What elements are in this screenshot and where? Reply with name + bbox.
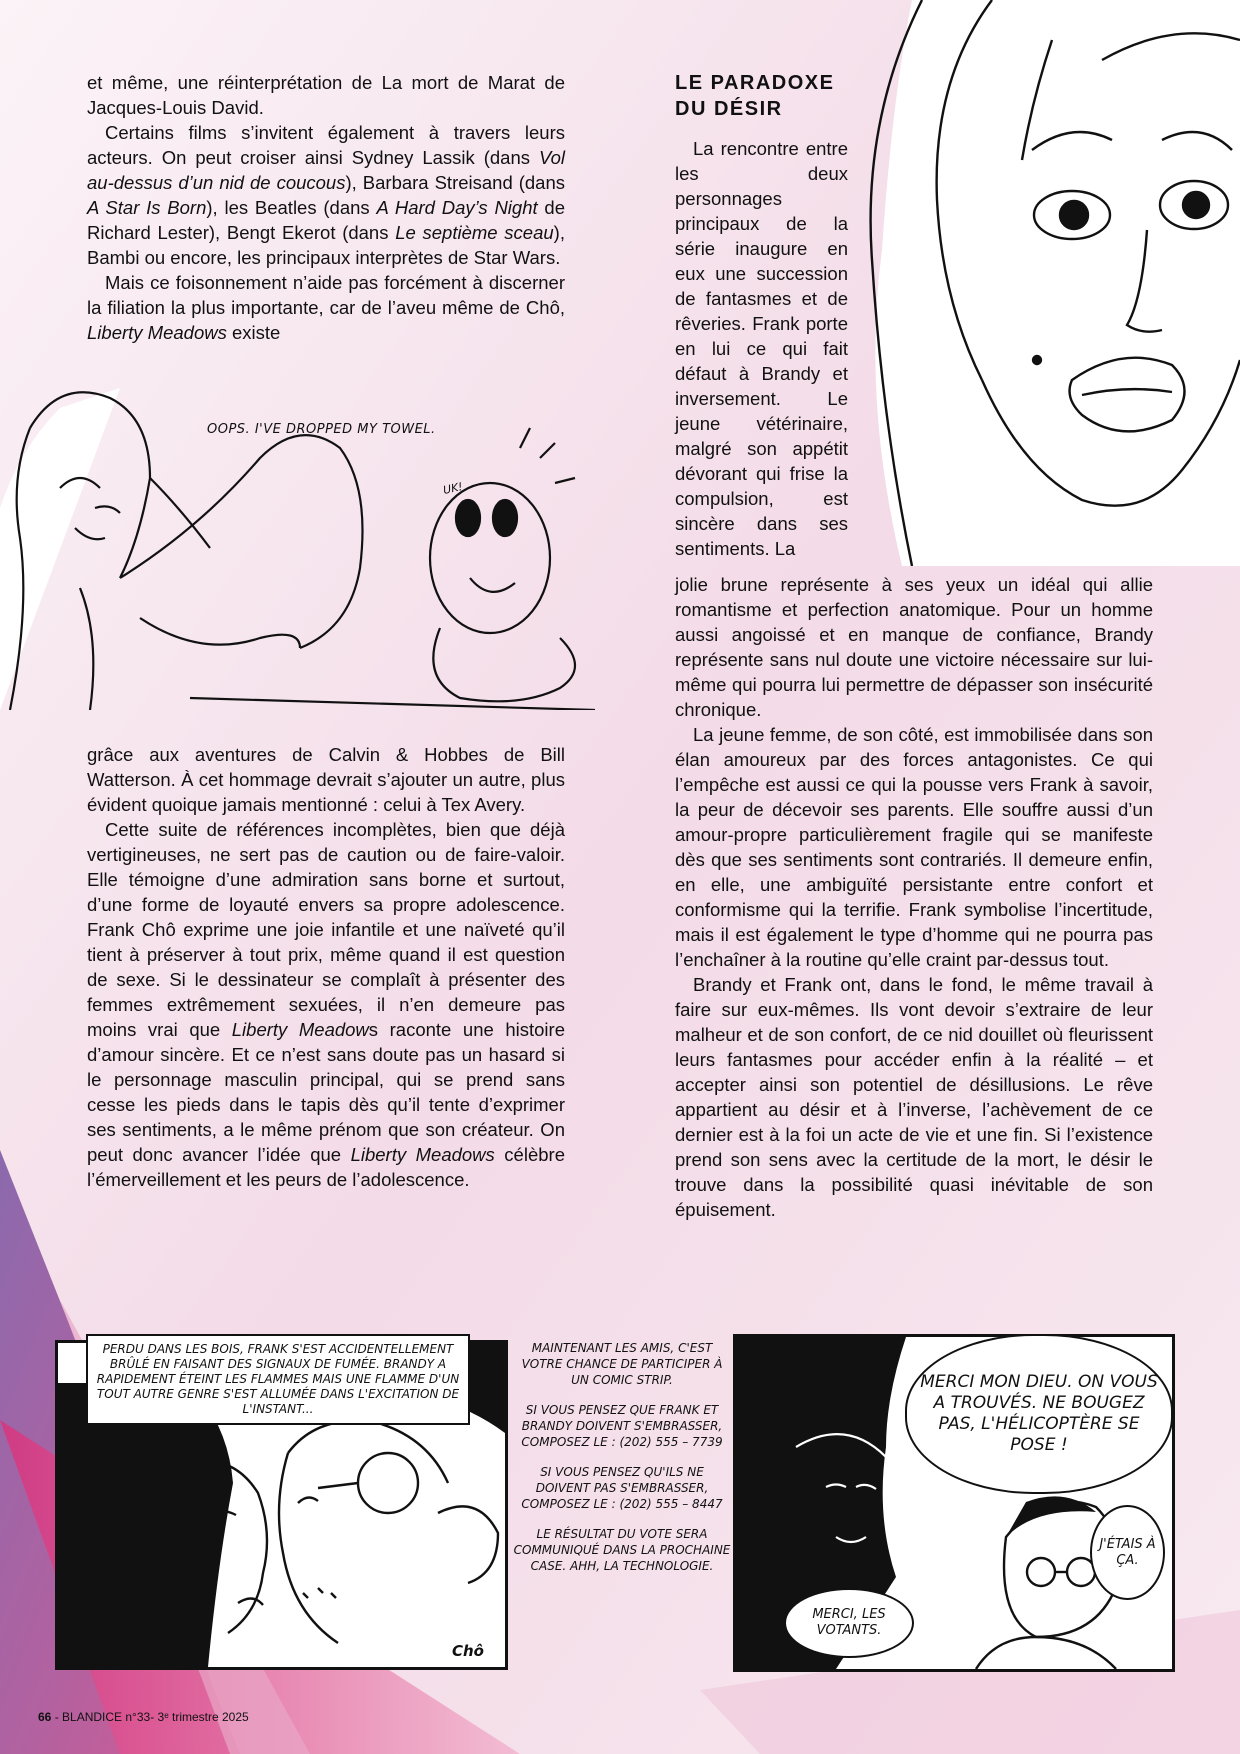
comic-middle-text [512, 1340, 732, 1588]
speech-bubble-votants: MERCI, LES VOTANTS. [784, 1588, 914, 1658]
paragraph: Mais ce foisonnement n’aide pas forcément à discerner la filiation la plus importante, car de l’aveu même de Chô, Liberty Meadows existe [87, 272, 565, 343]
paragraph: La jeune femme, de son côté, est immobilisée dans son élan amoureux par des forces antagonistes. Ce qui l’empêche est aussi ce qui la pousse vers Frank à savoir, la peur de décevoir ses parents. Elle souffre aussi d’un amour-propre particulièrement fragile qui se manifeste dès que ses sentiments sont contrariés. Il demeure enfin, en elle, une ambiguïté persistante entre confort et conformisme qui la terrifie. Frank symbolise l’incertitude, mais il est également le type d’homme qui ne pourra pas l’enchaîner à la routine qu’elle craint par-dessus tout. [675, 724, 1153, 970]
paragraph: Brandy et Frank ont, dans le fond, le même travail à faire sur eux-mêmes. Ils vont devoir s’extraire de leur malheur et de son confort, de ce nid douillet où fleurissent leurs fantasmes pour accéder enfin à la réalité – et accepter ainsi son potentiel de désillusions. Le rêve appartient au désir et à l’inverse, l’achèvement de ce dernier est à la foi un acte de vie et une fin. Si l’existence prend son sens avec la certitude de la mort, le désir le trouve dans la possibilité quasi inévitable de son épuisement. [675, 974, 1153, 1220]
comic-text-line: SI VOUS PENSEZ QU'ILS NE DOIVENT PAS S'EMBRASSER, COMPOSEZ LE : (202) 555 – 8447 [521, 1465, 723, 1511]
speech-towel: OOPS. I'VE DROPPED MY TOWEL. [207, 422, 436, 437]
illustration-brandy-face [842, 0, 1240, 566]
comic-text-line: LE RÉSULTAT DU VOTE SERA COMMUNIQUÉ DANS LA PROCHAINE CASE. AHH, LA TECHNOLOGIE. [513, 1527, 731, 1573]
paragraph: Certains films s’invitent également à travers leurs acteurs. On peut croiser ainsi Sydney Lassik (dans Vol au-dessus d’un nid de coucous), Barbara Streisand (dans A Star Is Born), les Beatles (dans A Hard Day’s Night de Richard Lester), Bengt Ekerot (dans Le septième sceau), Bambi ou encore, les principaux interprètes de Star Wars. [87, 122, 566, 268]
speech-bubble-rescue: MERCI MON DIEU. ON VOUS A TROUVÉS. NE BOUGEZ PAS, L'HÉLICOPTÈRE SE POSE ! [905, 1334, 1173, 1494]
article-column-2-bottom [675, 572, 1153, 1222]
article-side-column [675, 136, 848, 561]
page-number: 66 [38, 1710, 52, 1724]
sound-effect: UK! [441, 480, 464, 497]
paragraph: et même, une réinterprétation de La mort de Marat de Jacques-Louis David. [87, 72, 565, 118]
artist-signature: Chô [452, 1642, 484, 1660]
article-column-1-top [87, 70, 565, 345]
speech-bubble-jetais: J'ÉTAIS À ÇA. [1090, 1505, 1165, 1600]
publication-info: - BLANDICE n°33- 3ᵉ trimestre 2025 [51, 1710, 249, 1724]
paragraph: Cette suite de références incomplètes, bien que déjà vertigineuses, ne sert pas de caution ou de faire-valoir. Elle témoigne d’une admiration sans borne et surtout, d’une forme de loyauté envers sa propre adolescence. Frank Chô exprime une joie infantile et une naïveté qu’il tient à préserver à tout prix, même quand il est question de sexe. Si le dessinateur se complaît à présenter des femmes extrêmement sexuées, il n’en demeure pas moins vrai que Liberty Meadows raconte une histoire d’amour sincère. Et ce n’est sans doute pas un hasard si le personnage masculin principal, qui se prend sans cesse les pieds dans le tapis dès qu’il tente d’exprimer ses sentiments, a le même prénom que son créateur. On peut donc avancer l’idée que Liberty Meadows célèbre l’émerveillement et les peurs de l’adolescence. [87, 819, 565, 1190]
paragraph: jolie brune représente à ses yeux un idéal qui allie romantisme et perfection anatomique. Pour un homme aussi angoissé et en manque de confiance, Brandy représente sans nul doute une victoire nécessaire sur lui-même qui pourra lui permettre de dépasser son insécurité chronique. [675, 574, 1153, 720]
article-column-1-bottom [87, 742, 565, 1192]
paragraph: grâce aux aventures de Calvin & Hobbes de Bill Watterson. À cet hommage devrait s’ajouter un autre, plus évident quoique jamais mentionné : celui à Tex Avery. [87, 744, 565, 815]
paragraph: La rencontre entre les deux personnages principaux de la série inaugure en eux une succession de fantasmes et de rêveries. Frank porte en lui ce qui fait défaut à Brandy et inversement. Le jeune vétérinaire, malgré son appétit dévorant qui frise la compulsion, est sincère dans ses sentiments. La [675, 138, 848, 559]
comic-text-line: SI VOUS PENSEZ QUE FRANK ET BRANDY DOIVENT S'EMBRASSER, COMPOSEZ LE : (202) 555 – 7739 [521, 1403, 723, 1449]
comic-text-line: MAINTENANT LES AMIS, C'EST VOTRE CHANCE DE PARTICIPER À UN COMIC STRIP. [521, 1341, 723, 1387]
page-footer [38, 1710, 249, 1724]
comic-caption: PERDU DANS LES BOIS, FRANK S'EST ACCIDENTELLEMENT BRÛLÉ EN FAISANT DES SIGNAUX DE FUMÉE. BRANDY A RAPIDEMENT ÉTEINT LES FLAMMES MAIS UNE FLAMME D'UN TOUT AUTRE GENRE S'EST ALLUMÉE DANS L'EXCITATION DE L'INSTANT... [86, 1334, 470, 1425]
section-title: LE PARADOXE DU DÉSIR [675, 72, 835, 120]
